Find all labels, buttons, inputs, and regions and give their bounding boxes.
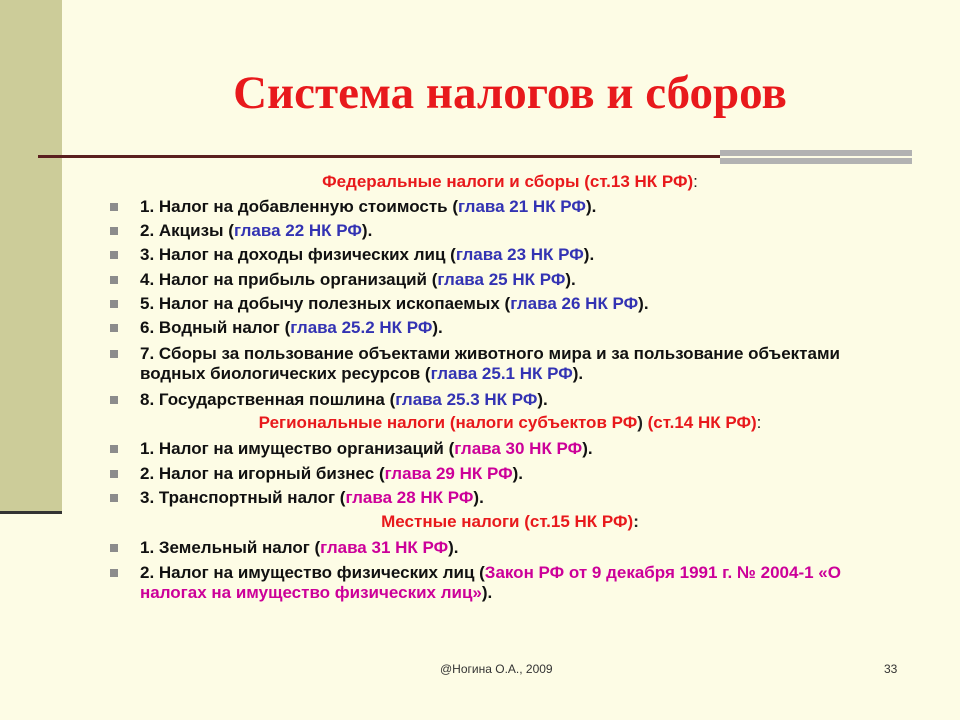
title-underline xyxy=(38,155,720,158)
bullet-icon xyxy=(110,544,118,552)
bullet-icon xyxy=(110,470,118,478)
bullet-icon xyxy=(110,569,118,577)
sidebar-divider xyxy=(0,511,62,514)
bullet-icon xyxy=(110,324,118,332)
title-accent-bar xyxy=(720,150,912,164)
local-heading: Местные налоги (ст.15 НК РФ): xyxy=(381,512,639,531)
regional-heading: Региональные налоги (налоги субъектов РФ) (ст.14 НК РФ): xyxy=(258,413,762,432)
bullet-icon xyxy=(110,445,118,453)
federal-heading: Федеральные налоги и сборы (ст.13 НК РФ): xyxy=(322,172,698,191)
bullet-icon xyxy=(110,396,118,404)
bullet-icon xyxy=(110,251,118,259)
bullet-icon xyxy=(110,494,118,502)
page-number: 33 xyxy=(884,662,898,676)
slide-title: Система налогов и сборов xyxy=(233,67,787,119)
bullet-icon xyxy=(110,276,118,284)
decorative-sidebar xyxy=(0,0,62,511)
bullet-icon xyxy=(110,203,118,211)
bullet-icon xyxy=(110,300,118,308)
footer-author: @Ногина О.А., 2009 xyxy=(440,662,553,676)
bullet-icon xyxy=(110,227,118,235)
bullet-icon xyxy=(110,350,118,358)
